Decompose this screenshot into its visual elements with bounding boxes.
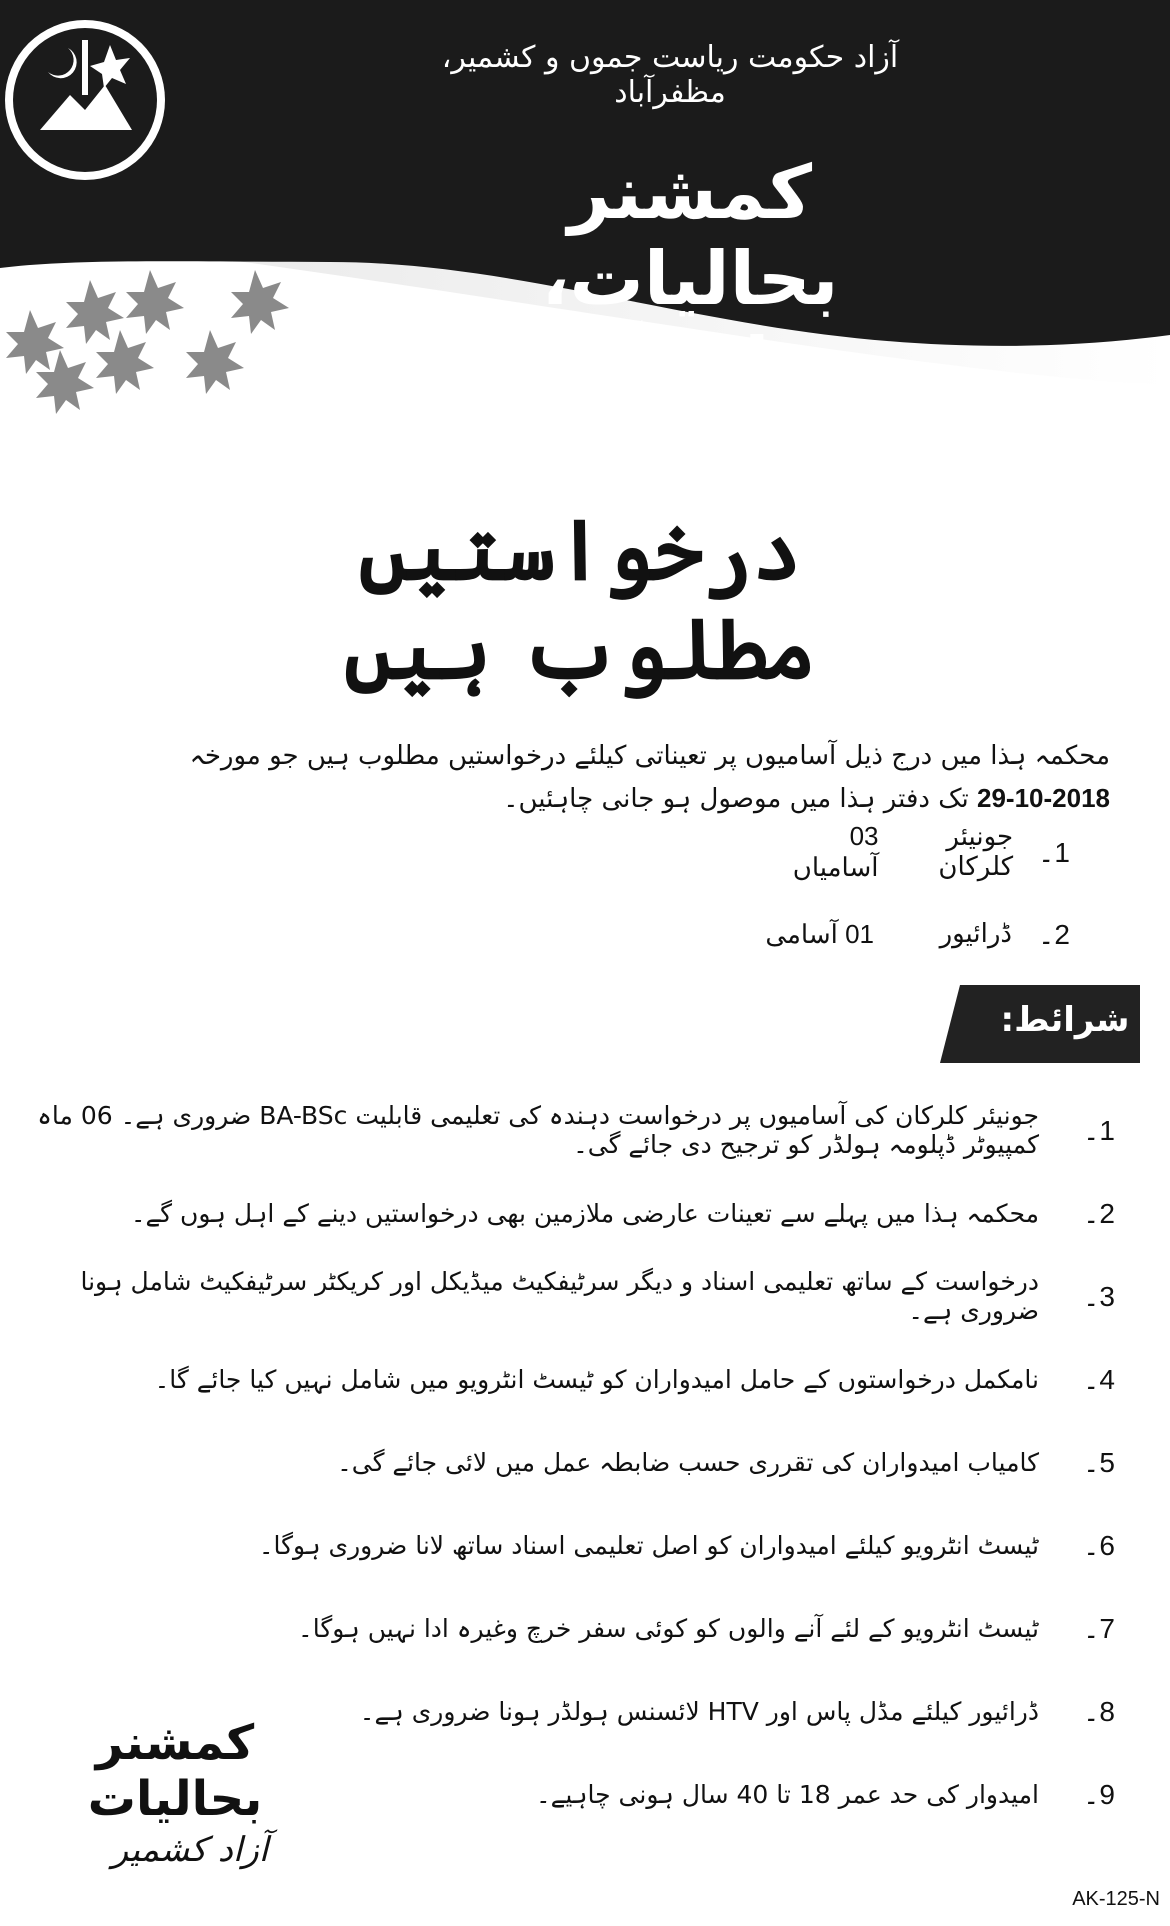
ad-headline: درخواستیں مطلوب ہیں (343, 500, 817, 698)
condition-item (337, 1438, 1115, 1486)
deadline-date: 29-10-2018 (977, 783, 1110, 813)
condition-text: کامیاب امیدواران کی تقرری حسب ضابطہ عمل میں لائی جائے گی۔ (337, 1447, 1039, 1477)
maple-leaf-icon (0, 270, 330, 500)
condition-number: 4۔ (1083, 1363, 1115, 1395)
post-count: 03 آسامیاں (792, 821, 879, 882)
condition-number: 5۔ (1083, 1446, 1115, 1478)
condition-text: ڈرائیور کیلئے مڈل پاس اور HTV لائسنس ہولڈر ہونا ضروری ہے۔ (359, 1696, 1039, 1726)
intro-text-after-date: تک دفتر ہذا میں موصول ہو جانی چاہئیں۔ (503, 784, 969, 814)
post-name: ڈرائیور (939, 919, 1012, 949)
post-item (760, 821, 1070, 882)
condition-item (155, 1355, 1115, 1403)
post-number: 2۔ (1038, 918, 1070, 950)
condition-item (536, 1770, 1115, 1818)
ad-reference-code: AK-125-N (1072, 1888, 1160, 1910)
post-item (760, 912, 1070, 956)
condition-text: ٹیسٹ انٹرویو کے لئے آنے والوں کو کوئی سفر خرچ وغیرہ ادا نہیں ہوگا۔ (298, 1613, 1039, 1643)
condition-item (360, 1687, 1115, 1735)
post-number: 1۔ (1038, 836, 1070, 868)
condition-text: نامکمل درخواستوں کے حامل امیدواران کو ٹیسٹ انٹرویو میں شامل نہیں کیا جائے گا۔ (154, 1364, 1039, 1394)
conditions-label: شرائط: (1000, 1000, 1130, 1040)
condition-number: 7۔ (1083, 1612, 1115, 1644)
condition-item (0, 1267, 1115, 1325)
azad-kashmir-emblem-icon (0, 0, 170, 200)
condition-text: محکمہ ہذا میں پہلے سے تعینات عارضی ملازمین بھی درخواستیں دینے کے اہل ہوں گے۔ (130, 1198, 1039, 1228)
condition-number: 3۔ (1083, 1280, 1115, 1312)
signature-place: آزاد کشمیر (111, 1830, 269, 1870)
condition-number: 6۔ (1083, 1529, 1115, 1561)
government-subtitle: آزاد حکومت ریاست جموں و کشمیر، مظفرآباد (441, 40, 899, 110)
condition-item (298, 1604, 1115, 1652)
header-banner (0, 0, 1170, 408)
condition-number: 9۔ (1083, 1778, 1115, 1810)
condition-text: امیدوار کی حد عمر 18 تا 40 سال ہونی چاہیے۔ (536, 1779, 1039, 1809)
signature-title: کمشنر بحالیات (87, 1715, 263, 1827)
condition-item (259, 1521, 1115, 1569)
condition-number: 2۔ (1083, 1197, 1115, 1229)
post-name: جونیئر کلرکان (938, 822, 1014, 882)
department-title: کمشنر بحالیات، مظفرآباد (521, 150, 859, 408)
condition-text: درخواست کے ساتھ تعلیمی اسناد و دیگر سرٹیفکیٹ میڈیکل اور کریکٹر سرٹیفکیٹ شامل ہونا ضروری ہے۔ (80, 1267, 1039, 1325)
condition-number: 8۔ (1083, 1695, 1115, 1727)
condition-text: جونیئر کلرکان کی آسامیوں پر درخواست دہندہ کی تعلیمی قابلیت BA-BSc ضروری ہے۔ 06 ماہ کمپیوٹر ڈپلومہ ہولڈر کو ترجیح دی جائے گی۔ (37, 1101, 1039, 1159)
condition-number: 1۔ (1083, 1114, 1115, 1146)
condition-text: ٹیسٹ انٹرویو کیلئے امیدواران کو اصل تعلیمی اسناد ساتھ لانا ضروری ہوگا۔ (258, 1530, 1039, 1560)
post-count: 01 آسامی (765, 918, 874, 949)
intro-text-before-date: محکمہ ہذا میں درج ذیل آسامیوں پر تعیناتی کیلئے درخواستیں مطلوب ہیں جو مورخہ (189, 741, 1110, 771)
intro-paragraph (160, 735, 1110, 820)
condition-item (0, 1101, 1115, 1159)
condition-item (131, 1189, 1115, 1237)
